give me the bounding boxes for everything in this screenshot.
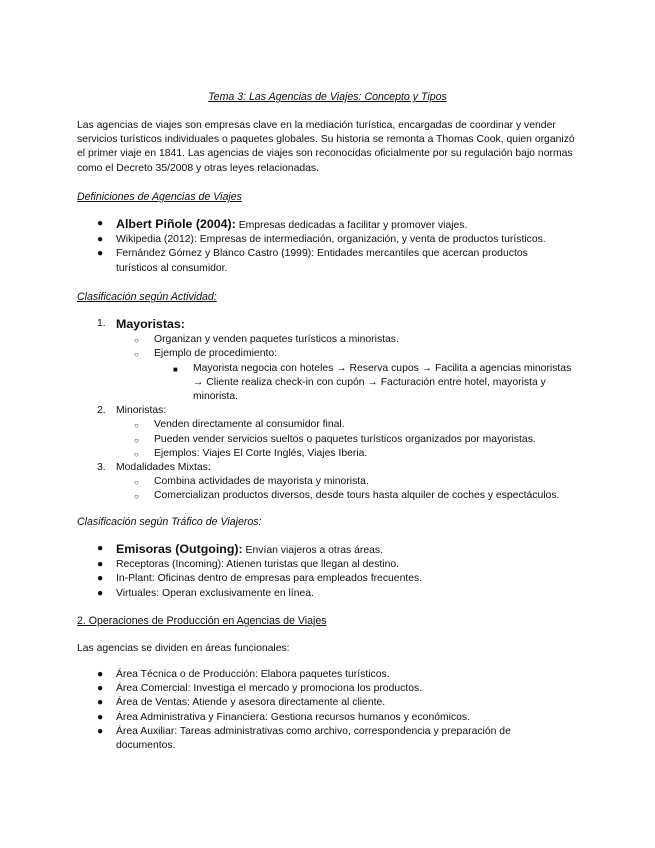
list-item (0, 696, 655, 710)
area-text: Área Comercial: Investiga el mercado y promociona los productos. (116, 683, 423, 695)
bullet-icon: ● (97, 669, 104, 680)
circle-bullet-icon: ○ (134, 478, 139, 488)
list-item (0, 542, 655, 558)
traffic-text: Virtuales: Operan exclusivamente en línea. (116, 587, 314, 599)
sub-item-text: Comercializan productos diversos, desde tours hasta alquiler de coches y espectáculos. (154, 490, 560, 502)
definition-text: Fernández Gómez y Blanco Castro (1999): Entidades mercantiles que acercan productos turísticos al consumidor. (116, 248, 528, 274)
list-item (0, 558, 655, 572)
traffic-list (0, 542, 655, 601)
intro-paragraph: Las agencias de viajes son empresas clave en la mediación turística, encargadas de coordinar y vender servicios turísticos individuales o paquetes globales. Su historia se remonta a Thomas Cook, quien organizó el primer viaje en 1841. Las agencias de viajes son reconocidas oficialmente por su regulación bajo normas como el Decreto 35/2008 y otras leyes relacionadas. (77, 120, 575, 174)
traffic-text: Receptoras (Incoming): Atienen turistas que llegan al destino. (116, 559, 400, 571)
list-item (0, 247, 655, 275)
list-item (0, 217, 655, 233)
circle-bullet-icon: ○ (134, 350, 139, 360)
sub-list-item (0, 447, 655, 461)
document-title: Tema 3: Las Agencias de Viajes: Concepto y Tipos (208, 91, 447, 103)
sub-list-item (0, 333, 655, 347)
bullet-icon: ● (97, 248, 104, 260)
bullet-icon: ● (97, 725, 104, 737)
category-label: Modalidades Mixtas: (116, 462, 211, 474)
bullet-icon: ● (97, 543, 104, 554)
bullet-icon: ● (97, 218, 104, 229)
area-text: Área Administrativa y Financiera: Gestiona recursos humanos y económicos. (116, 711, 471, 723)
activity-list (0, 317, 655, 504)
area-text: Área Auxiliar: Tareas administrativas como archivo, correspondencia y preparación de documentos. (116, 725, 511, 752)
list-item (0, 587, 655, 601)
list-item (0, 725, 655, 753)
definition-text: Empresas dedicadas a facilitar y promover viajes. (235, 220, 468, 231)
list-item (0, 668, 655, 682)
sub-list-item (0, 433, 655, 447)
sub-item-text: Venden directamente al consumidor final. (154, 419, 345, 431)
bullet-icon: ● (97, 573, 104, 585)
list-item (0, 682, 655, 696)
square-bullet-icon: ■ (173, 364, 178, 374)
traffic-text: In-Plant: Oficinas dentro de empresas para empleados frecuentes. (116, 573, 423, 585)
list-number: 2. (97, 405, 106, 417)
bullet-icon: ● (97, 559, 104, 571)
list-number: 1. (97, 318, 106, 329)
sub-sub-list-item (0, 362, 573, 405)
circle-bullet-icon: ○ (134, 435, 139, 445)
area-text: Área de Ventas: Atiende y asesora directamente al cliente. (116, 697, 386, 709)
circle-bullet-icon: ○ (134, 492, 139, 502)
category-label: Minoristas: (116, 405, 167, 417)
sub-item-text: Pueden vender servicios sueltos o paquetes turísticos organizados por mayoristas. (154, 433, 536, 445)
circle-bullet-icon: ○ (134, 421, 139, 431)
list-item-mayoristas (0, 317, 655, 333)
list-item (0, 233, 655, 247)
bullet-icon: ● (97, 697, 104, 709)
bullet-icon: ● (97, 234, 104, 246)
activity-heading: Clasificación según Actividad: (77, 291, 217, 303)
definition-text: Wikipedia (2012): Empresas de intermediación, organización, y venta de productos turísticos. (116, 234, 546, 246)
sub-item-text: Ejemplos: Viajes El Corte Inglés, Viajes Iberia. (154, 447, 368, 459)
sub-list-item (0, 475, 655, 489)
operations-list (0, 668, 655, 753)
sub-item-text: Organizan y venden paquetes turísticos a minoristas. (154, 334, 399, 346)
circle-bullet-icon: ○ (134, 336, 139, 346)
list-number: 3. (97, 462, 106, 474)
list-item-mixtas (0, 461, 655, 475)
definitions-list (0, 217, 655, 276)
bullet-icon: ● (97, 683, 104, 695)
circle-bullet-icon: ○ (134, 449, 139, 459)
definitions-heading: Definiciones de Agencias de Viajes (77, 191, 242, 203)
traffic-type: Emisoras (Outgoing): (116, 542, 243, 556)
sub-item-text: Combina actividades de mayorista y minorista. (154, 476, 369, 488)
operations-intro: Las agencias se dividen en áreas funcionales: (77, 643, 290, 654)
list-item (0, 711, 655, 725)
category-label: Mayoristas: (116, 317, 185, 331)
traffic-heading: Clasificación según Tráfico de Viajeros: (77, 516, 262, 528)
sub-item-text: Mayorista negocia con hoteles → Reserva cupos → Facilita a agencias minoristas → Cliente realiza check-in con cupón → Facturación entre hotel, mayorista y minorista. (193, 362, 572, 403)
bullet-icon: ● (97, 587, 104, 599)
sub-list-item (0, 418, 655, 432)
sub-list-item (0, 347, 655, 361)
sub-list-item (0, 489, 655, 503)
traffic-text: Envían viajeros a otras áreas. (242, 545, 384, 556)
list-item (0, 572, 655, 586)
definition-author: Albert Piñole (2004): (116, 217, 236, 231)
operations-heading: 2. Operaciones de Producción en Agencias de Viajes (77, 615, 327, 627)
list-item-minoristas (0, 404, 655, 418)
bullet-icon: ● (97, 711, 104, 723)
area-text: Área Técnica o de Producción: Elabora paquetes turísticos. (116, 669, 390, 680)
sub-item-text: Ejemplo de procedimiento: (154, 348, 278, 360)
